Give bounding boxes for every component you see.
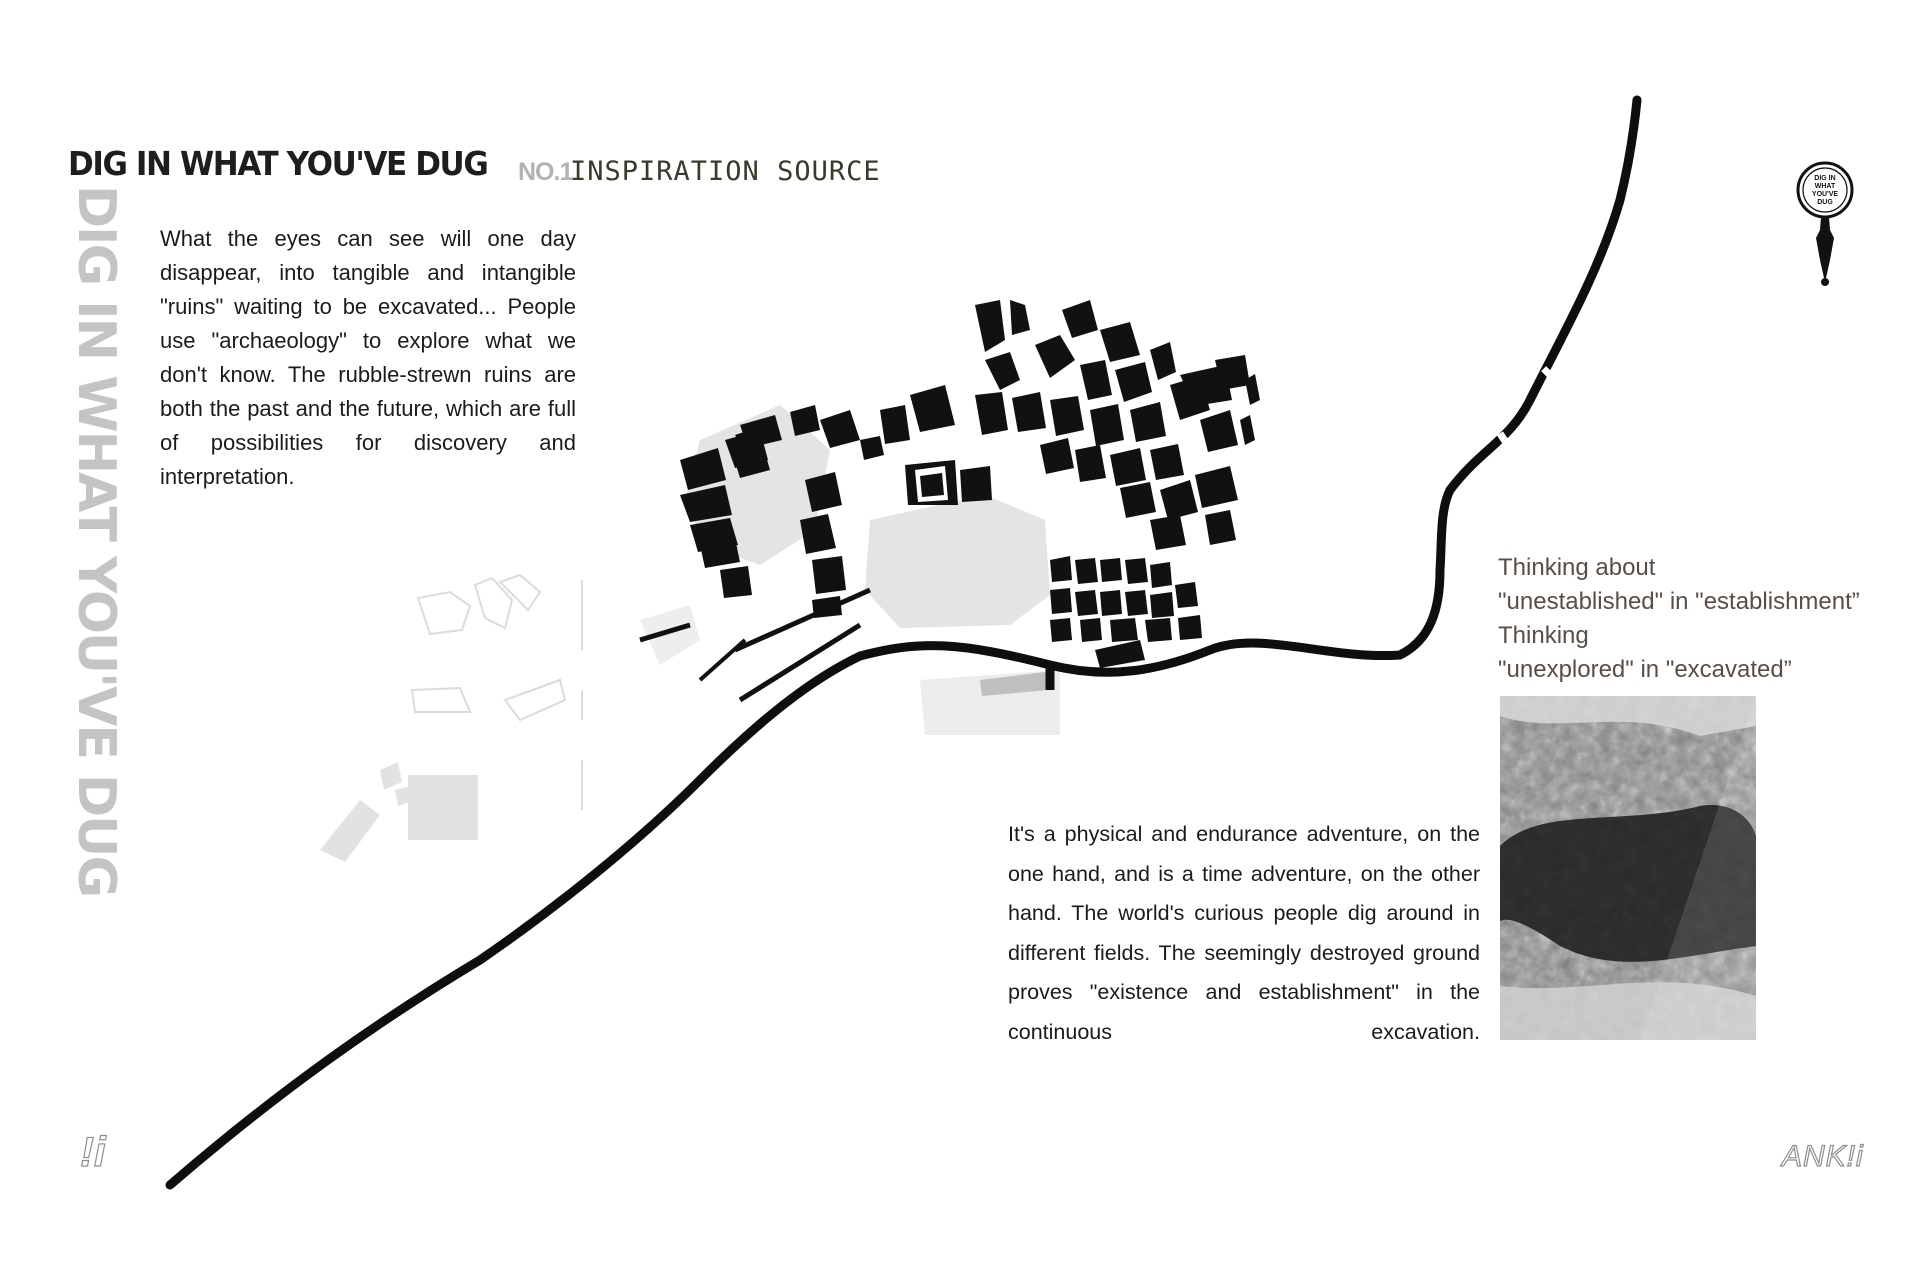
excavation-photo xyxy=(1500,696,1756,1040)
page-title: DIG IN WHAT YOU'VE DUG xyxy=(68,144,488,183)
ghost-blocks xyxy=(320,762,478,862)
thinking-line-1: Thinking about xyxy=(1498,554,1656,581)
intro-paragraph: What the eyes can see will one day disappear, into tangible and intangible "ruins" waiting to be excavated... People use "archaeology" to explore what we don't know. The rubble-strewn ruins are both the past and the future, which are full of possibilities for discovery and interpretation. xyxy=(160,226,576,489)
thinking-quote xyxy=(1498,551,1860,687)
adventure-paragraph: It's a physical and endurance adventure, on the one hand, and is a time adventure, on the other hand. The world's curious people dig around in different fields. The seemingly destroyed ground proves "existence and establishment" in the continuous excavation. xyxy=(1008,822,1480,1044)
dig-magnifier-badge-icon xyxy=(1790,160,1860,292)
badge-line-2: WHAT xyxy=(1814,183,1836,190)
thinking-line-4: "unexplored" in "excavated” xyxy=(1498,656,1792,683)
section-number: NO.1 xyxy=(518,158,573,186)
thinking-line-2: "unestablished" in "establishment” xyxy=(1498,588,1860,615)
footer-mark-right: ANK!i xyxy=(1782,1140,1864,1173)
vertical-watermark-title: DIG IN WHAT YOU'VE DUG xyxy=(66,185,126,897)
section-title: INSPIRATION SOURCE xyxy=(570,156,881,187)
footer-mark-left: !i xyxy=(80,1128,106,1175)
ghost-plans xyxy=(412,575,582,810)
badge-line-4: DUG xyxy=(1817,199,1833,206)
thinking-line-3: Thinking xyxy=(1498,622,1589,649)
badge-line-1: DIG IN xyxy=(1814,175,1836,182)
badge-line-3: YOU'VE xyxy=(1811,191,1839,198)
